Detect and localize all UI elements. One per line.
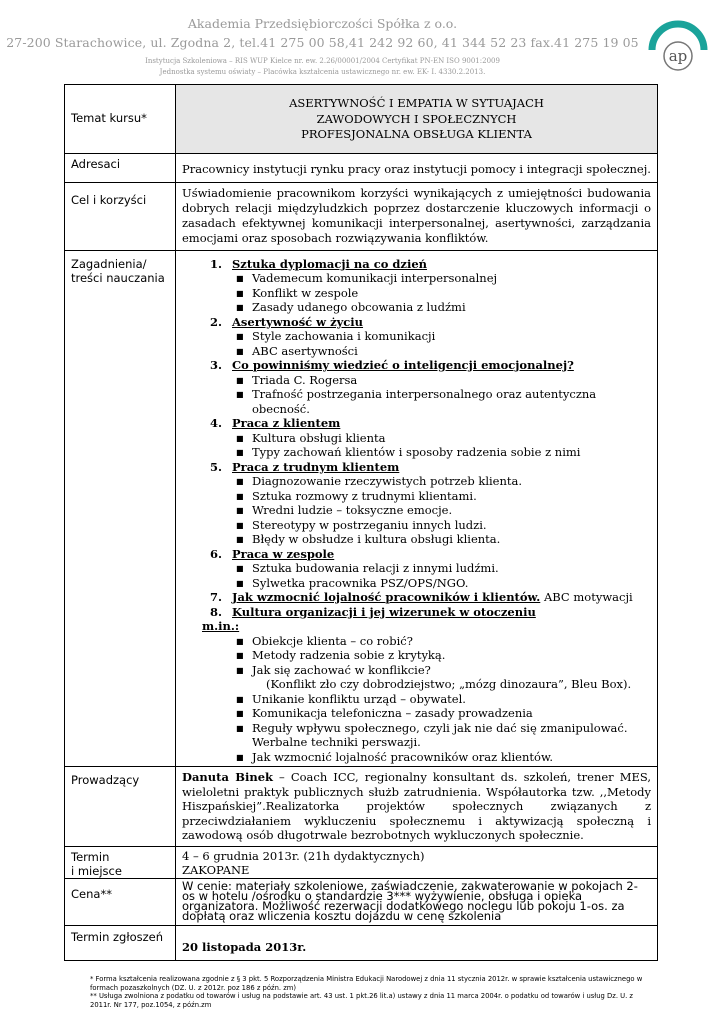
subtopic-list bbox=[232, 474, 651, 547]
list-item-continuation: (Konflikt zło czy dobrodziejstwo; „mózg dinozaura”, Bleu Box). bbox=[266, 677, 632, 691]
topic-title: Sztuka dyplomacji na co dzień bbox=[232, 256, 428, 271]
topic-item bbox=[210, 358, 651, 416]
topic-title: Co powinniśmy wiedzieć o inteligencji emocjonalnej? bbox=[232, 358, 574, 372]
logo-text: ap bbox=[668, 47, 688, 65]
list-item: ■ Trafność postrzegania interpersonalnego oraz autentyczna obecność. bbox=[236, 387, 597, 416]
company-logo bbox=[648, 20, 708, 75]
list-item: ■ Obiekcje klienta – co robić? bbox=[236, 633, 413, 648]
bullet-icon: ■ bbox=[236, 433, 244, 443]
trainer-bio: – Coach ICC, regionalny konsultant ds. szkoleń, trener MES, wieloletni praktyk publicznych służb zatrudnienia. Współautorka tzw. ,,Metody Hiszpańskiej”.Realizatorka projektów społecznych związanych z przeciwdziałaniem wykluczeniu społecznemu i aktywizacją społeczną i zawodową osób długotrwale bezrobotnych wykluczonych społecznie. bbox=[182, 770, 651, 842]
topic-number: 8. bbox=[210, 604, 223, 619]
list-item: ■ Konflikt w zespole bbox=[236, 285, 359, 300]
list-item: ■ Komunikacja telefoniczna – zasady prowadzenia bbox=[236, 706, 533, 720]
bullet-icon: ■ bbox=[236, 346, 244, 356]
list-item: ■ Diagnozowanie rzeczywistych potrzeb klienta. bbox=[236, 474, 523, 488]
topic-title: Praca z klientem bbox=[232, 416, 341, 430]
subtopic-list bbox=[232, 431, 651, 460]
audience-value: Pracownicy instytucji rynku pracy oraz instytucji pomocy i integracji społecznej. bbox=[176, 153, 658, 182]
topics-label-line: treści nauczania bbox=[71, 270, 165, 285]
title-line: ASERTYWNOŚĆ I EMPATIA W SYTUAJACH bbox=[289, 96, 544, 110]
trainer-value bbox=[176, 767, 658, 847]
bullet-icon: ■ bbox=[236, 520, 244, 530]
subtopic-list bbox=[232, 271, 651, 315]
title-line: ZAWODOWYCH I SPOŁECZNYCH bbox=[316, 111, 517, 126]
list-item: ■ Style zachowania i komunikacji bbox=[236, 329, 436, 343]
list-item-continuation: Werbalne techniki perswazji. bbox=[252, 735, 421, 749]
list-item: ■ Stereotypy w postrzeganiu innych ludzi. bbox=[236, 517, 487, 532]
list-item: ■ Jak wzmocnić lojalność pracowników oraz klientów. bbox=[236, 749, 554, 764]
subtopic-list bbox=[232, 561, 651, 590]
list-item: ■ Metody radzenia sobie z krytyką. bbox=[236, 648, 446, 662]
list-item: ■ Jak się zachować w konflikcie? bbox=[236, 662, 431, 677]
goal-label: Cel i korzyści bbox=[65, 182, 176, 250]
list-item: ■ Vademecum komunikacji interpersonalnej bbox=[236, 271, 498, 285]
list-item: ■ Unikanie konfliktu urząd – obywatel. bbox=[236, 691, 466, 706]
topic-tail: ABC motywacji bbox=[540, 590, 633, 604]
topic-item bbox=[210, 546, 651, 591]
list-item: ■ ABC asertywności bbox=[236, 343, 358, 358]
list-item: ■ Wredni ludzie – toksyczne emocje. bbox=[236, 503, 453, 517]
topic8-list bbox=[182, 619, 651, 764]
date-place-label-line: Termin bbox=[71, 849, 110, 864]
bullet-icon: ■ bbox=[236, 274, 244, 283]
bullet-icon: ■ bbox=[236, 375, 244, 385]
topic-item bbox=[210, 256, 651, 315]
audience-label: Adresaci bbox=[65, 153, 176, 182]
unit-info: Jednostka systemu oświaty – Placówka kształcenia ustawicznego nr. ew. EK- I. 4330.2.2013. bbox=[159, 68, 486, 76]
topics-label bbox=[65, 250, 176, 767]
list-item: ■ Reguły wpływu społecznego, czyli jak nie dać się zmanipulować. bbox=[236, 720, 628, 735]
topic-item bbox=[210, 416, 651, 460]
list-item: ■ Błędy w obsłudze i kultura obsługi klienta. bbox=[236, 532, 501, 546]
bullet-icon: ■ bbox=[236, 332, 244, 341]
title-line: PROFESJONALNA OBSŁUGA KLIENTA bbox=[301, 127, 532, 141]
topic-title: Kultura organizacji i jej wizerunek w otoczeniu bbox=[232, 604, 536, 619]
topic-number: 6. bbox=[210, 546, 223, 561]
bullet-icon: ■ bbox=[236, 491, 244, 501]
topic-item bbox=[210, 604, 651, 620]
list-item: ■ Zasady udanego obcowania z ludźmi bbox=[236, 300, 466, 314]
topics-list bbox=[176, 250, 658, 767]
list-item: ■ Sylwetka pracownika PSZ/OPS/NGO. bbox=[236, 575, 469, 590]
bullet-icon: ■ bbox=[236, 506, 244, 515]
topic-number: 7. bbox=[210, 590, 223, 604]
bullet-icon: ■ bbox=[236, 564, 244, 573]
list-item: ■ Kultura obsługi klienta bbox=[236, 430, 386, 445]
topic-number: 3. bbox=[210, 358, 223, 372]
footnote: * Forma kształcenia realizowana zgodnie z § 3 pkt. 5 Rozporządzenia Ministra Edukacji Narodowej z dnia 11 stycznia 2012r. w sprawie kształcenia ustawicznego w formach pozaszkolnych (DZ. U. z 2012r. poz 186 z późn. zm) bbox=[90, 975, 643, 992]
institution-info: Instytucja Szkoleniowa – RIS WUP Kielce nr. ew. 2.26/00001/2004 Certyfikat PN-EN ISO 9001:2009 bbox=[145, 57, 500, 65]
company-address: 27-200 Starachowice, ul. Zgodna 2, tel.41 275 00 58,41 242 92 60, 41 344 52 23 fax.41 275 19 05 bbox=[6, 35, 639, 50]
bullet-icon: ■ bbox=[236, 477, 244, 486]
topic-title: Jak wzmocnić lojalność pracowników i klientów. bbox=[232, 590, 541, 604]
topic-title: Asertywność w życiu bbox=[232, 314, 364, 329]
course-table bbox=[64, 84, 658, 961]
course-title bbox=[176, 85, 658, 154]
date-place-label bbox=[65, 846, 176, 878]
topic-number: 5. bbox=[210, 459, 223, 474]
price-value: W cenie: materiały szkoleniowe, zaświadczenie, zakwaterowanie w pokojach 2-os w hotelu /ośrodku o standardzie 3*** wyżywienie, obsługa i opieka organizatora. Możliwość rezerwacji dodatkowego noclegu lub pokoju 1-os. za dopłatą oraz wliczenia kosztu dojazdu w cenę szkolenia bbox=[176, 878, 658, 925]
deadline-value: 20 listopada 2013r. bbox=[176, 925, 658, 960]
course-date: 4 – 6 grudnia 2013r. (21h dydaktycznych) bbox=[182, 848, 425, 863]
date-place-value bbox=[176, 846, 658, 878]
topic-number: 1. bbox=[210, 256, 223, 271]
topics-ordered-list bbox=[182, 257, 651, 620]
topic8-mi: m.in.: bbox=[202, 619, 240, 633]
date-place-label-line: i miejsce bbox=[71, 863, 122, 878]
list-item: ■ Typy zachowań klientów i sposoby radzenia sobie z nimi bbox=[236, 445, 581, 459]
bullet-icon: ■ bbox=[236, 303, 244, 312]
bullet-icon: ■ bbox=[236, 578, 244, 588]
topic-number: 2. bbox=[210, 314, 223, 329]
list-item: ■ Sztuka rozmowy z trudnymi klientami. bbox=[236, 488, 477, 503]
topic-item bbox=[210, 590, 651, 605]
deadline-label: Termin zgłoszeń bbox=[65, 925, 176, 960]
footnote: ** Usługa zwolniona z podatku od towarów i usług na podstawie art. 43 ust. 1 pkt.26 lit.a) ustawy z dnia 11 marca 2004r. o podatku od towarów i usług Dz. U. z 2011r. Nr 177, poz.1054, z późn.zm bbox=[90, 992, 634, 1009]
bullet-icon: ■ bbox=[236, 288, 244, 298]
price-label: Cena** bbox=[65, 878, 176, 925]
topic-item bbox=[210, 459, 651, 547]
topic-label: Temat kursu* bbox=[65, 85, 176, 154]
bullet-icon: ■ bbox=[236, 535, 244, 544]
company-name: Akademia Przedsiębiorczości Spółka z o.o. bbox=[187, 16, 458, 31]
list-item: ■ Sztuka budowania relacji z innymi ludźmi. bbox=[236, 561, 499, 575]
topic-title: Praca z trudnym klientem bbox=[232, 459, 400, 474]
trainer-name: Danuta Binek bbox=[182, 770, 274, 784]
topic-number: 4. bbox=[210, 416, 223, 430]
subtopic-list bbox=[232, 329, 651, 358]
trainer-label: Prowadzący bbox=[65, 767, 176, 847]
subtopic-list bbox=[232, 373, 651, 417]
topics-label-line: Zagadnienia/ bbox=[71, 256, 147, 271]
footnotes bbox=[90, 975, 650, 1009]
course-place: ZAKOPANE bbox=[182, 862, 250, 877]
goal-value: Uświadomienie pracownikom korzyści wynikających z umiejętności budowania dobrych relacji międzyludzkich poprzez dostarczenie kluczowych informacji o zasadach efektywnej komunikacji interpersonalnej, asertywności, zarządzania emocjami oraz sposobach rozwiązywania konfliktów. bbox=[176, 182, 658, 250]
topic-item bbox=[210, 314, 651, 359]
topic-title: Praca w zespole bbox=[232, 546, 335, 561]
bullet-icon: ■ bbox=[236, 390, 244, 399]
bullet-icon: ■ bbox=[236, 448, 244, 457]
list-item: ■ Triada C. Rogersa bbox=[236, 372, 358, 387]
